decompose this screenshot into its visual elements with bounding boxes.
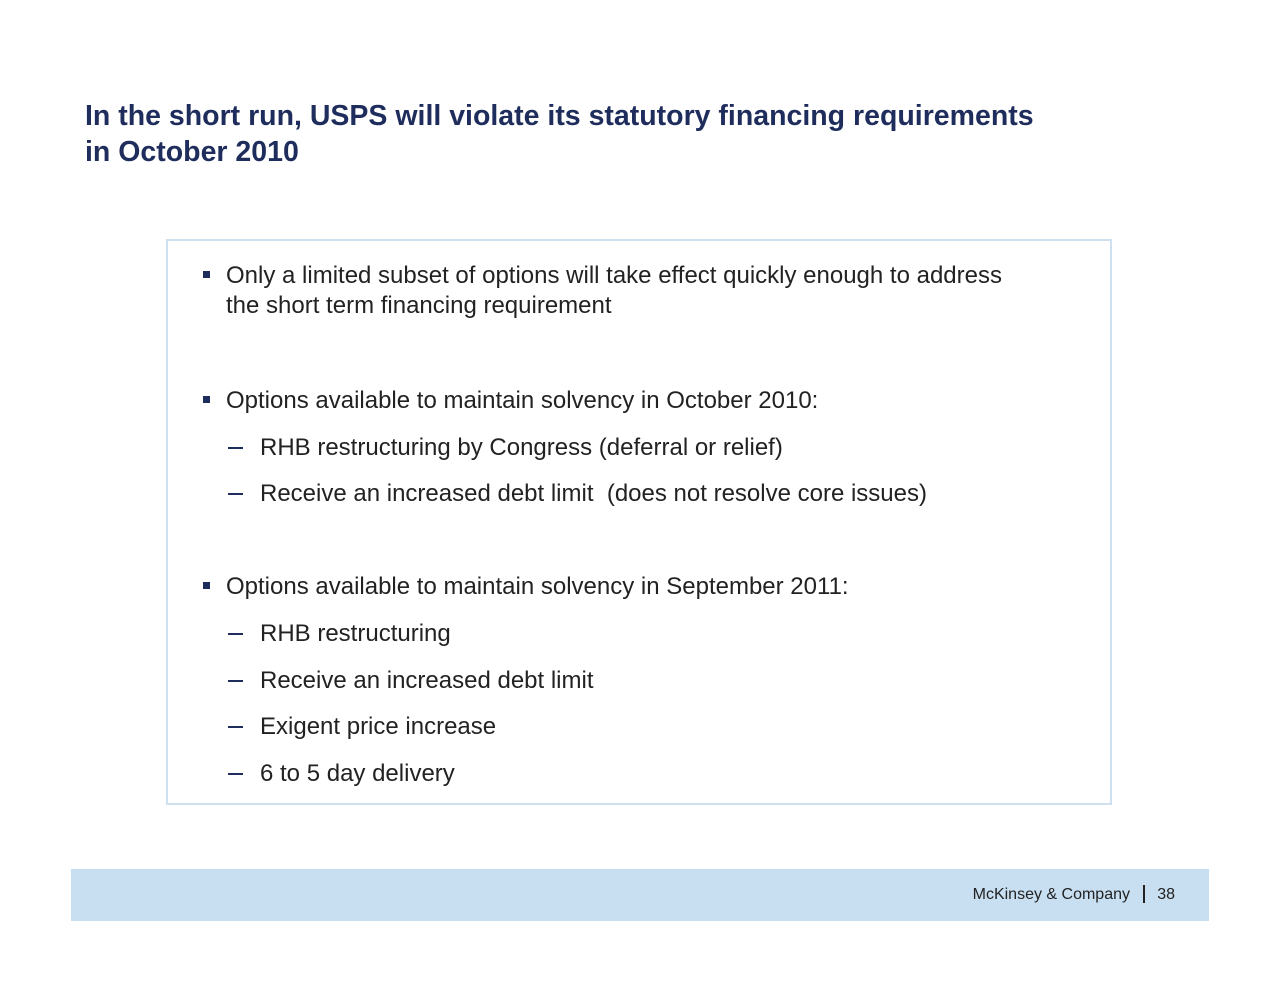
page-number: 38 (1157, 886, 1175, 903)
bullet-text-line-2: the short term financing requirement (226, 292, 612, 319)
dash-bullet-icon (228, 633, 243, 635)
square-bullet-icon (203, 271, 210, 278)
bullet-text: Options available to maintain solvency in September 2011: (226, 573, 849, 600)
sub-bullet-text: Receive an increased debt limit (260, 667, 594, 694)
dash-bullet-icon (228, 726, 243, 728)
sub-bullet-text: Receive an increased debt limit (does not resolve core issues) (260, 480, 927, 507)
sub-bullet-text: Exigent price increase (260, 713, 497, 740)
dash-bullet-icon (228, 773, 243, 775)
dash-bullet-icon (228, 447, 243, 449)
slide-title-line-1: In the short run, USPS will violate its statutory financing requirements (85, 100, 1034, 132)
square-bullet-icon (203, 582, 210, 589)
slide-title (85, 98, 1185, 170)
dash-bullet-icon (228, 680, 243, 682)
square-bullet-icon (203, 396, 210, 403)
bullet-text-line-1: Only a limited subset of options will take effect quickly enough to address (226, 262, 1002, 289)
slide-title-line-2: in October 2010 (85, 136, 299, 168)
dash-bullet-icon (228, 493, 243, 495)
footer-company-name: McKinsey & Company (972, 886, 1130, 903)
footer-bar (71, 869, 1209, 921)
bullet-text (226, 261, 1086, 321)
sub-bullet-text: RHB restructuring by Congress (deferral or relief) (260, 434, 783, 461)
sub-bullet-text: RHB restructuring (260, 620, 451, 647)
sub-bullet-text: 6 to 5 day delivery (260, 760, 455, 787)
content-box (166, 239, 1112, 805)
bullet-text: Options available to maintain solvency in October 2010: (226, 387, 819, 414)
footer-divider (1143, 885, 1145, 903)
